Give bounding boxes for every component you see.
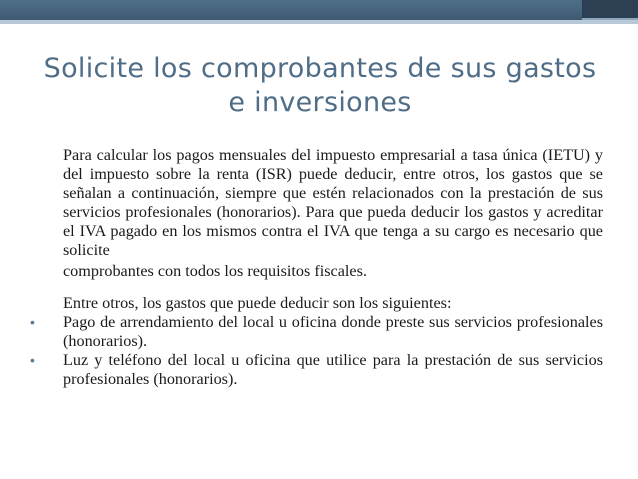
slide-body <box>30 146 603 389</box>
header-stripe <box>0 20 638 24</box>
header-bar <box>0 0 638 20</box>
list-item-text: Pago de arrendamiento del local u oficina donde preste sus servicios profesionales (honorarios). <box>63 313 603 350</box>
bullet-icon: • <box>30 314 35 330</box>
list-intro: Entre otros, los gastos que puede deducir son los siguientes: <box>63 294 452 312</box>
header-accent-block <box>582 0 638 20</box>
list-item-text: Luz y teléfono del local u oficina que utilice para la prestación de sus servicios profesionales (honorarios). <box>63 351 603 388</box>
bullet-icon: • <box>30 352 35 368</box>
intro-paragraph <box>63 146 603 281</box>
slide-title: Solicite los comprobantes de sus gastos e inversiones <box>43 53 597 118</box>
deductions-section <box>30 294 603 389</box>
intro-paragraph-last-line: comprobantes con todos los requisitos fiscales. <box>63 262 367 280</box>
list-item <box>30 313 603 351</box>
list-item <box>30 351 603 389</box>
intro-paragraph-text: Para calcular los pagos mensuales del impuesto empresarial a tasa única (IETU) y del impuesto sobre la renta (ISR) puede deducir, entre otros, los gastos que se señalan a continuación, siempre que estén relacionados con la prestación de sus servicios profesionales (honorarios). Para que pueda deducir los gastos y acreditar el IVA pagado en los mismos contra el IVA que tenga a su cargo es necesario que solicite <box>63 146 603 259</box>
